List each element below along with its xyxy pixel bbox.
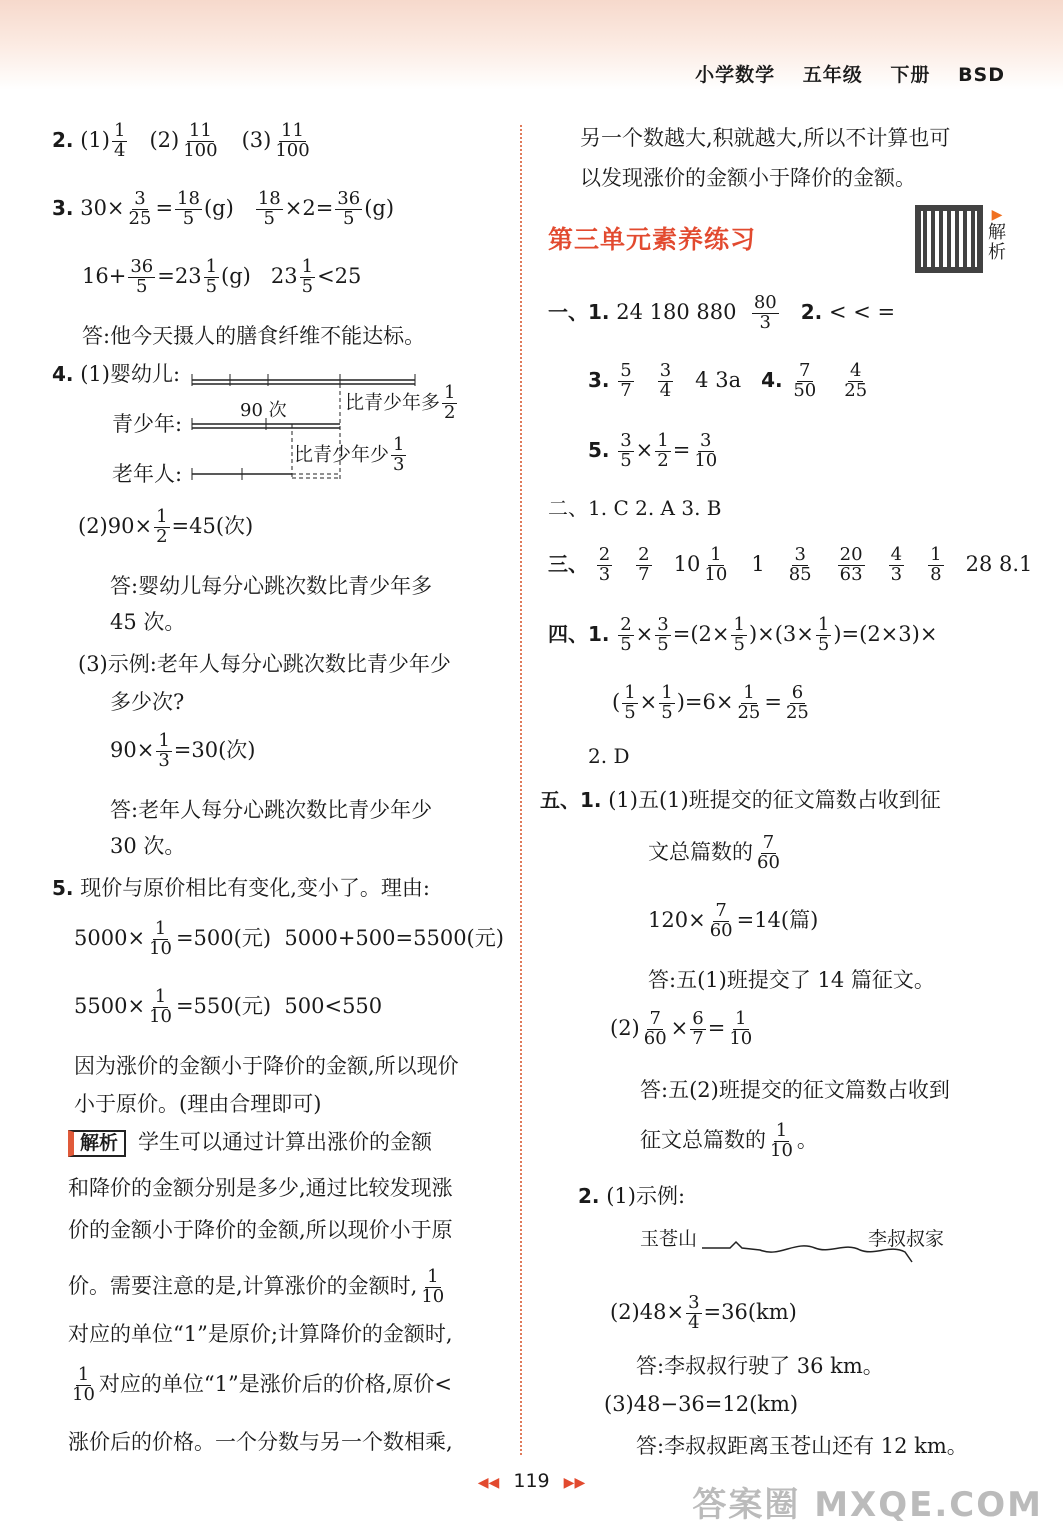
s5-line4: 答:五(1)班提交了 14 篇征文。 — [648, 968, 935, 992]
q4-ans3a: 答:老年人每分心跳次数比青少年少 — [110, 798, 433, 822]
q4-p3c: 90× $\frac{1}{3}$ =30(次) — [110, 730, 256, 771]
s4-q2: 2. D — [588, 744, 630, 768]
q3-line1: 3. 30× $\frac{3}{25}$ = $\frac{18}{5}$ (g) $\frac{18}{5}$ ×2= $\frac{36}{5}$ (g) — [52, 188, 395, 229]
header-volume: 下册 — [890, 64, 931, 86]
s5-q2-p3: (3)48−36=12(km) — [604, 1392, 799, 1416]
q4-p3a: (3)示例:老年人每分心跳次数比青少年少 — [78, 652, 451, 676]
s1-line3: 5. $\frac{3}{5}$ × $\frac{1}{2}$ = $\frac{3}{10}$ — [588, 430, 718, 471]
page-number: 119 — [513, 1470, 550, 1492]
q2-line: 2. (1) $\frac{1}{4}$ (2) $\frac{11}{100}$ (3) $\frac{11}{100}$ — [52, 120, 310, 161]
s3-line: 三、 $\frac{2}{3}$ $\frac{2}{7}$ 10 $\frac{1}{10}$ 1 $\frac{3}{85}$ $\frac{20}{63}$ $\frac{4}{3}$ $\frac{1}{8}$ 28 8.1 — [548, 544, 1033, 585]
analysis-tag: 解析 — [68, 1130, 126, 1157]
q5-calc1: 5000× $\frac{1}{10}$ =500(元) 5000+500=5500(元) — [74, 918, 504, 959]
q4-ans3b: 30 次。 — [110, 834, 186, 858]
q5-line: 5. 现价与原价相比有变化,变小了。理由: — [52, 876, 430, 900]
play-icon: ▶ — [991, 207, 1003, 223]
s5-line3: 120× $\frac{7}{60}$ =14(篇) — [648, 900, 819, 941]
q4-less-label: 比青少年少 $\frac{1}{3}$ — [294, 434, 405, 475]
s5-line2: 文总篇数的 $\frac{7}{60}$ — [648, 832, 780, 873]
header-grade: 五年级 — [802, 64, 863, 86]
q4-ans2b: 45 次。 — [110, 610, 186, 634]
s5-line7: 征文总篇数的 $\frac{1}{10}$ 。 — [640, 1120, 818, 1161]
s5-q2-ans3: 答:李叔叔距离玉苍山还有 12 km。 — [636, 1434, 968, 1458]
analysis-line2: 和降价的金额分别是多少,通过比较发现涨 — [68, 1176, 453, 1200]
qr-label: ▶ 解析 — [988, 207, 1006, 264]
cont-line1: 另一个数越大,积就越大,所以不计算也可 — [580, 126, 951, 150]
next-arrows-icon: ▶▶ — [563, 1475, 586, 1491]
cont-line2: 以发现涨价的金额小于降价的金额。 — [580, 166, 916, 190]
s5-line1: 五、1. (1)五(1)班提交的征文篇数占收到征 — [540, 788, 941, 812]
q4-ans2a: 答:婴幼儿每分心跳次数比青少年多 — [110, 574, 433, 598]
s4-line2: ( $\frac{1}{5}$ × $\frac{1}{5}$ )=6× $\frac{1}{25}$ = $\frac{6}{25}$ — [612, 682, 809, 723]
route-map — [700, 1238, 920, 1268]
header-subject: 小学数学 — [695, 64, 776, 86]
q5-reason2: 小于原价。(理由合理即可) — [74, 1092, 322, 1116]
q4-more-label: 比青少年多 $\frac{1}{2}$ — [345, 382, 456, 423]
q5-reason1: 因为涨价的金额小于降价的金额,所以现价 — [74, 1054, 459, 1078]
analysis-line4: 价。需要注意的是,计算涨价的金额时, $\frac{1}{10}$ — [68, 1266, 445, 1307]
map-right-label: 李叔叔家 — [868, 1228, 945, 1250]
q4-p1: 4. (1)婴幼儿: — [52, 362, 181, 386]
analysis-line7: 涨价后的价格。一个分数与另一个数相乘, — [68, 1430, 453, 1454]
page-header — [675, 60, 1005, 87]
analysis-line1: 解析 学生可以通过计算出涨价的金额 — [68, 1130, 432, 1157]
q3-line2: 16+ $\frac{36}{5}$ =23 $\frac{1}{5}$ (g) 23 $\frac{1}{5}$ <25 — [82, 256, 362, 297]
analysis-line6: $\frac{1}{10}$ 对应的单位“1”是涨价后的价格,原价< — [72, 1364, 453, 1405]
q4-90-label: 90 次 — [240, 400, 287, 421]
q3-answer: 答:他今天摄人的膳食纤维不能达标。 — [82, 324, 426, 348]
watermark: 答案圈 MXQE.COM — [692, 1485, 1043, 1525]
q4-teen-label: 青少年: — [112, 412, 183, 436]
s5-line6: 答:五(2)班提交的征文篇数占收到 — [640, 1078, 950, 1102]
analysis-line3: 价的金额小于降价的金额,所以现价小于原 — [68, 1218, 453, 1242]
header-edition: BSD — [958, 64, 1005, 86]
s4-line1: 四、1. $\frac{2}{5}$ × $\frac{3}{5}$ =(2× $\frac{1}{5}$ )×(3× $\frac{1}{5}$ )=(2×3)× — [548, 614, 938, 655]
unit-title: 第三单元素养练习 — [548, 225, 757, 254]
q4-p2: (2)90× $\frac{1}{2}$ =45(次) — [78, 506, 254, 547]
s5-q2-ans2: 答:李叔叔行驶了 36 km。 — [636, 1354, 884, 1378]
analysis-line5: 对应的单位“1”是原价;计算降价的金额时, — [68, 1322, 453, 1346]
q4-p3b: 多少次? — [110, 690, 185, 714]
qr-code-icon[interactable] — [915, 205, 983, 273]
column-divider — [520, 125, 522, 1455]
s2-line: 二、1. C 2. A 3. B — [548, 496, 722, 520]
s1-line2: 3. $\frac{5}{7}$ $\frac{3}{4}$ 4 3a 4. $\frac{7}{50}$ $\frac{4}{25}$ — [588, 360, 868, 401]
prev-arrows-icon: ◀◀ — [477, 1475, 500, 1491]
q4-old-label: 老年人: — [112, 462, 183, 486]
s5-q2-line: 2. (1)示例: — [578, 1184, 686, 1208]
q5-calc2: 5500× $\frac{1}{10}$ =550(元) 500<550 — [74, 986, 383, 1027]
s5-line5: (2) $\frac{7}{60}$ × $\frac{6}{7}$ = $\frac{1}{10}$ — [610, 1008, 753, 1049]
map-left-label: 玉苍山 — [640, 1228, 698, 1250]
s1-line1: 一、1. 24 180 880 $\frac{80}{3}$ 2. < < = — [548, 292, 896, 333]
s5-q2-p2: (2)48× $\frac{3}{4}$ =36(km) — [610, 1292, 797, 1333]
